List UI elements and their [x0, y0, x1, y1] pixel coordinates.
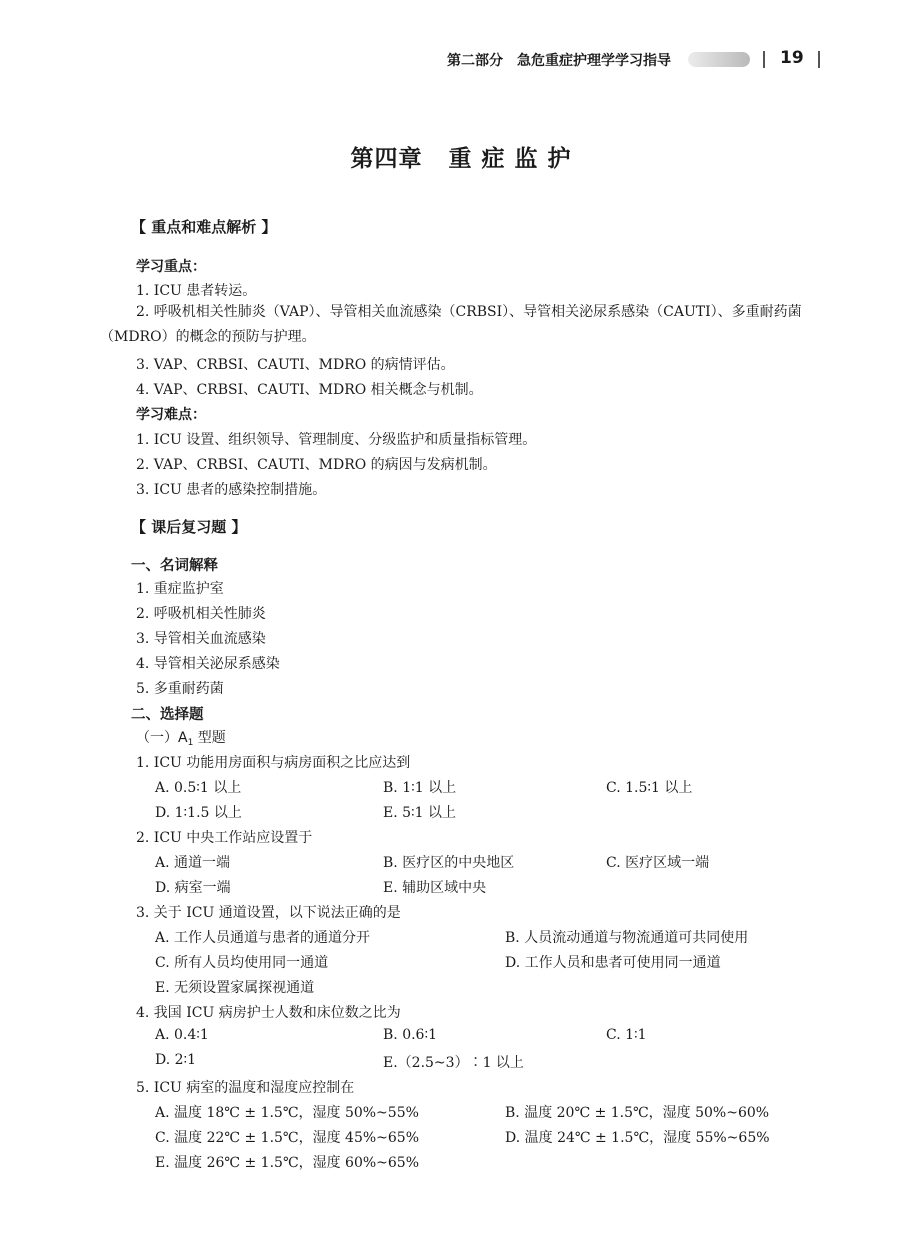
difficulty-item: 2. VAP、CRBSI、CAUTI、MDRO 的病因与发病机制。	[136, 457, 497, 473]
focus-item: 3. VAP、CRBSI、CAUTI、MDRO 的病情评估。	[136, 357, 455, 373]
answer-option: A. 0.4∶1	[155, 1027, 209, 1043]
answer-option: B. 医疗区的中央地区	[383, 855, 515, 871]
focus-item: 1. ICU 患者转运。	[136, 283, 257, 299]
answer-option: C. 所有人员均使用同一通道	[155, 955, 329, 971]
choice-heading: 二、选择题	[131, 707, 204, 723]
header-divider	[763, 51, 765, 68]
answer-option: D. 1∶1.5 以上	[155, 805, 242, 821]
question-stem: 3. 关于 ICU 通道设置，以下说法正确的是	[136, 905, 401, 921]
answer-option: E. 温度 26℃ ± 1.5℃，湿度 60%~65%	[155, 1155, 420, 1171]
question-stem: 5. ICU 病室的温度和湿度应控制在	[136, 1080, 355, 1096]
answer-option: B. 温度 20℃ ± 1.5℃，湿度 50%~60%	[505, 1105, 770, 1121]
focus-heading: 学习重点：	[136, 259, 206, 275]
chapter-subject: 重 症 监 护	[448, 146, 572, 172]
term-item: 2. 呼吸机相关性肺炎	[136, 606, 266, 622]
answer-option: C. 温度 22℃ ± 1.5℃，湿度 45%~65%	[155, 1130, 420, 1146]
answer-option: D. 2∶1	[155, 1052, 197, 1068]
answer-option: A. 通道一端	[155, 855, 231, 871]
question-stem: 2. ICU 中央工作站应设置于	[136, 830, 313, 846]
answer-option: D. 工作人员和患者可使用同一通道	[505, 955, 721, 971]
header-divider	[818, 51, 820, 68]
section-heading-key-points: 【 重点和难点解析 】	[131, 218, 277, 236]
header-decoration	[688, 52, 750, 67]
answer-option: E. 辅助区域中央	[383, 880, 487, 896]
answer-option: C. 医疗区域一端	[606, 855, 710, 871]
answer-option: E. 5∶1 以上	[383, 805, 457, 821]
part-title: 第二部分 急危重症护理学学习指导	[447, 53, 671, 69]
difficulty-item: 3. ICU 患者的感染控制措施。	[136, 482, 327, 498]
term-item: 4. 导管相关泌尿系感染	[136, 656, 280, 672]
terms-heading: 一、名词解释	[131, 558, 218, 574]
chapter-number: 第四章	[350, 146, 423, 172]
difficulty-heading: 学习难点：	[136, 407, 206, 423]
answer-option: E.（2.5~3）∶1 以上	[383, 1055, 524, 1071]
answer-option: C. 1∶1	[606, 1027, 647, 1043]
answer-option: E. 无须设置家属探视通道	[155, 980, 315, 996]
focus-item: 4. VAP、CRBSI、CAUTI、MDRO 相关概念与机制。	[136, 382, 483, 398]
running-header	[0, 48, 900, 72]
answer-option: A. 0.5∶1 以上	[155, 780, 242, 796]
answer-option: A. 温度 18℃ ± 1.5℃，湿度 50%~55%	[155, 1105, 419, 1121]
question-stem: 4. 我国 ICU 病房护士人数和床位数之比为	[136, 1005, 401, 1021]
answer-option: C. 1.5∶1 以上	[606, 780, 693, 796]
answer-option: D. 温度 24℃ ± 1.5℃，湿度 55%~65%	[505, 1130, 770, 1146]
answer-option: B. 1∶1 以上	[383, 780, 457, 796]
section-heading-review: 【 课后复习题 】	[131, 518, 247, 536]
answer-option: D. 病室一端	[155, 880, 231, 896]
focus-item: 2. 呼吸机相关性肺炎（VAP）、导管相关血流感染（CRBSI）、导管相关泌尿系感染（CAUTI）、多重耐药菌（MDRO）的概念的预防与护理。	[100, 304, 802, 345]
answer-option: B. 人员流动通道与物流通道可共同使用	[505, 930, 749, 946]
chapter-title	[0, 140, 900, 173]
question-stem: 1. ICU 功能用房面积与病房面积之比应达到	[136, 755, 411, 771]
term-item: 1. 重症监护室	[136, 581, 224, 597]
difficulty-item: 1. ICU 设置、组织领导、管理制度、分级监护和质量指标管理。	[136, 432, 537, 448]
term-item: 3. 导管相关血流感染	[136, 631, 266, 647]
answer-option: A. 工作人员通道与患者的通道分开	[155, 930, 371, 946]
term-item: 5. 多重耐药菌	[136, 681, 224, 697]
page-number: 19	[780, 48, 804, 68]
question-type-heading: （一）$A_1$ 型题	[136, 730, 226, 748]
answer-option: B. 0.6∶1	[383, 1027, 438, 1043]
